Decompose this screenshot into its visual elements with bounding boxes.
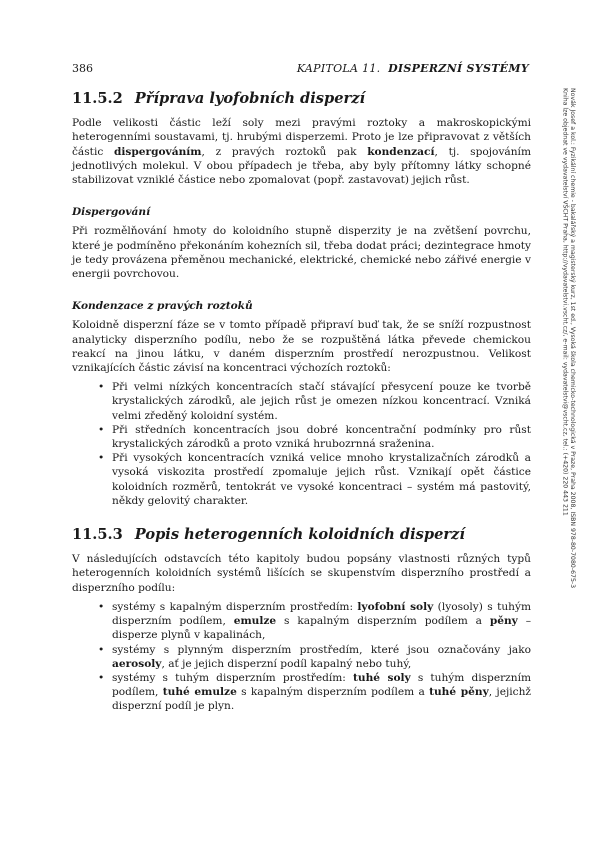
list-item bbox=[112, 643, 531, 671]
section2-intro-paragraph: V následujících odstavcích této kapitoly budou popsány vlastnosti různých typů heterogenních koloidních systémů lišících se skupenstvím disperzního prostředí a disperzního podílu: bbox=[72, 553, 531, 594]
margin-note-line-2: Kniha lze objednat ve vydavatelství VŠCHT Praha, http://vydavatelstvi.vscht.cz/, e-mail: vydavatelstvi@vscht.cz, tel.: (+420) 220 443 211 bbox=[561, 88, 569, 516]
term-tuhe-soly: tuhé soly bbox=[353, 671, 411, 684]
text-run: (lyosoly) s tuhým disperzním podílem, bbox=[112, 600, 532, 628]
term-aerosoly: aerosoly bbox=[112, 657, 162, 670]
text-run: systémy s kapalným disperzním prostředím: bbox=[112, 600, 358, 613]
concentration-list bbox=[72, 380, 531, 508]
term-emulze: emulze bbox=[233, 615, 277, 628]
section-number: 11.5.2 bbox=[72, 90, 123, 107]
page-number: 386 bbox=[72, 62, 93, 75]
list-item: • Při středních koncentracích jsou dobré koncentrační podmínky pro růst krystalických zárodků a proto vzniká hrubozrnná sraženina. bbox=[112, 423, 531, 451]
term-tuhe-peny: tuhé pěny bbox=[429, 686, 489, 699]
text-run: , jejichž disperzní podíl je plyn. bbox=[112, 686, 531, 713]
term-dispergovani: dispergováním bbox=[113, 145, 202, 158]
text-run: – disperze plynů v kapalinách, bbox=[112, 615, 531, 642]
section-heading-1153 bbox=[72, 528, 531, 542]
text-run: Podle velikosti částic leží soly mezi pravými roztoky a makroskopickými heterogenními soustavami, tj. hrubými disperzemi. Proto je lze připravovat z větších částic bbox=[72, 117, 531, 158]
section-title: Příprava lyofobních disperzí bbox=[134, 90, 366, 107]
list-item bbox=[112, 600, 531, 643]
term-tuhe-emulze: tuhé emulze bbox=[162, 686, 237, 699]
text-run: s kapalným disperzním podílem a bbox=[276, 615, 490, 628]
list-item: • Při velmi nízkých koncentracích stačí stávající přesycení pouze ke tvorbě krystalických zárodků, ale jejich růst je omezen nízkou koncentrací. Vzniká velmi zředěný koloidní systém. bbox=[112, 380, 531, 423]
text-run: systémy s plynným disperzním prostředím, které jsou označovány jako bbox=[112, 643, 531, 656]
text-run: , tj. spojováním jednotlivých molekul. V obou případech je třeba, aby byly přítomny látky schopné stabilizovat vzniklé částice nebo zpomalovat (popř. zastavovat) jejich růst. bbox=[72, 145, 531, 187]
section-title: Popis heterogenních koloidních disperzí bbox=[134, 526, 465, 544]
subheading-dispergovani: Dispergování bbox=[72, 206, 151, 219]
kondenzace-paragraph: Koloidně disperzní fáze se v tomto případě připraví buď tak, že se sníží rozpustnost analyticky disperzního podílu, nebo že se rozpuštěná látka převede chemickou reakcí na jinou látku, v daném disperzním prostředí nerozpustnou. Velikost vznikajících částic závisí na koncentraci výchozích roztoků: bbox=[72, 319, 531, 375]
section-intro-paragraph bbox=[72, 116, 531, 187]
chapter-label: KAPITOLA 11. bbox=[296, 62, 381, 75]
list-item: • Při vysokých koncentracích vzniká velice mnoho krystalizačních zárodků a vysoká viskozita prostředí zpomaluje jejich růst. Vznikají opět částice koloidních rozměrů, tentokrát ve vysoké koncentraci – systém má pastovitý, někdy gelovitý charakter. bbox=[112, 451, 531, 508]
margin-note-line-1: Novák Josef a kol.: Fyzikální chemie - bakalářský a magisterský kurz, 1st ed., Vysoká škola chemicko-technologická v Praze, Praha 2008, ISBN 978-80-7080-675-3 bbox=[569, 88, 576, 589]
section-number: 11.5.3 bbox=[72, 526, 123, 544]
chapter-header bbox=[297, 62, 529, 75]
subheading-kondenzace: Kondenzace z pravých roztoků bbox=[72, 300, 253, 313]
text-run: , ať je jejich disperzní podíl kapalný nebo tuhý, bbox=[161, 657, 412, 670]
term-lyofobni-soly: lyofobní soly bbox=[357, 600, 434, 613]
page-content bbox=[72, 92, 531, 714]
dispergovani-paragraph: Při rozmělňování hmoty do koloidního stupně disperzity je na zvětšení povrchu, které je podmíněno překonáním kohezních sil, třeba dodat práci; dezintegrace hmoty je tedy provázena přeměnou mechanické, elektrické, chemické nebo zářivé energie v energii povrchovou. bbox=[72, 225, 531, 281]
section-heading-1152 bbox=[72, 92, 531, 106]
text-run: s tuhým disperzním podílem, bbox=[112, 671, 532, 699]
term-kondenzace: kondenzací bbox=[367, 145, 435, 158]
text-run: systémy s tuhým disperzním prostředím: bbox=[112, 671, 353, 684]
colloid-systems-list bbox=[72, 600, 531, 714]
chapter-title: DISPERZNÍ SYSTÉMY bbox=[388, 62, 529, 75]
copyright-margin-note bbox=[561, 88, 576, 589]
text-run: , z pravých roztoků pak bbox=[201, 145, 368, 158]
term-peny: pěny bbox=[489, 615, 518, 628]
text-run: s kapalným disperzním podílem a bbox=[236, 686, 430, 699]
list-item bbox=[112, 671, 531, 714]
